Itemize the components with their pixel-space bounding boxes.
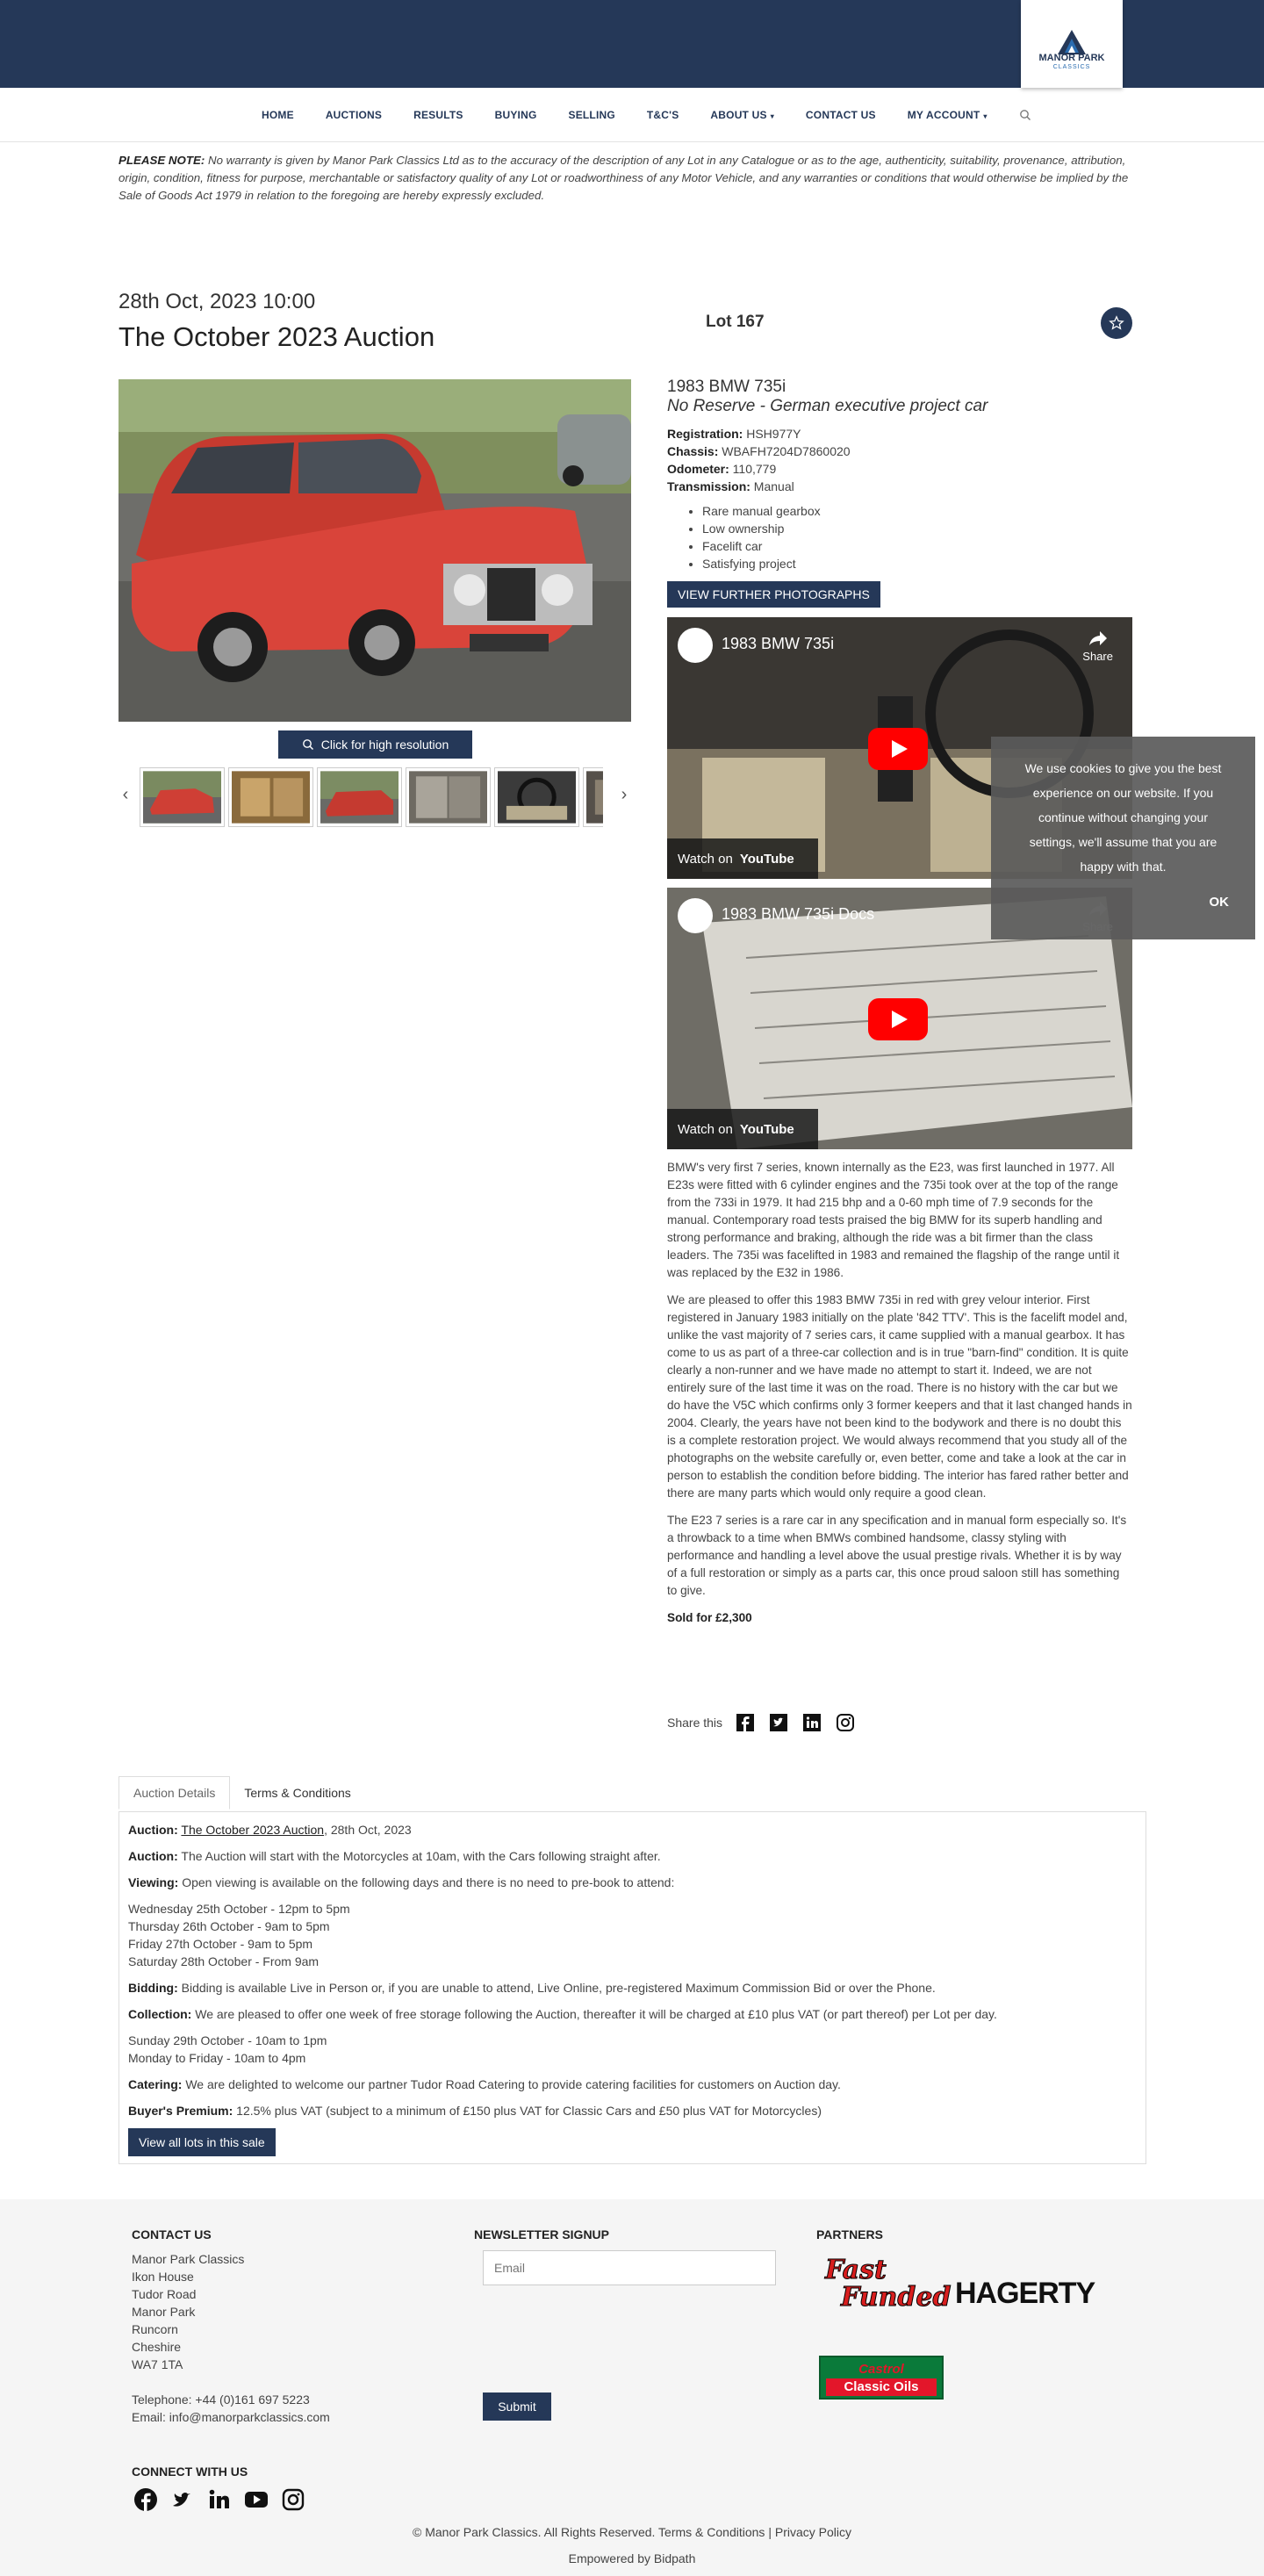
- partner-fast-funded-logo[interactable]: Fast Funded: [825, 2255, 952, 2313]
- bidding-info: Bidding: Bidding is available Live in Person or, if you are unable to attend, Live Online, pre-registered Maximum Commission Bid or over the Phone.: [128, 1981, 936, 1995]
- description-paragraph: We are pleased to offer this 1983 BMW 735i in red with grey velour interior. First registered in January 1983 initially on the plate '842 TTV'. This is the facelift model and, unlike the vast majority of 7 series cars, it came supplied with a manual gearbox. It has come to us as part of a three-car collection and is in true "barn-find" condition. It is quite clearly a non-runner and we have made no attempt to start it. Indeed, we are not entirely sure of the last time it was on the road. There is no history with the car but we do have the V5C which confirms only 3 former keepers and that it last changed hands in 2004. Clearly, the years have not been kind to the bodywork and there is no doubt this is a complete restoration project. We would always recommend that you study all of the photographs on the website carefully or, even better, come and take a look at the car in person to establish the condition before bidding. The interior has fared rather better and there are many parts which would only require a good clean.: [667, 1293, 1132, 1500]
- search-icon: [302, 738, 314, 751]
- share-label: Share this: [667, 1716, 723, 1730]
- nav-tcs[interactable]: T&C'S: [646, 109, 679, 121]
- cookie-text: We use cookies to give you the best experience on our website. If you continue without changing your settings, we'll assume that you are happy with that.: [1024, 761, 1222, 874]
- site-logo[interactable]: [1021, 0, 1123, 88]
- thumbnail[interactable]: [406, 767, 491, 827]
- privacy-link[interactable]: Privacy Policy: [774, 2525, 851, 2539]
- collection-days: [128, 2032, 1137, 2067]
- auction-start-info: Auction: The Auction will start with the Motorcycles at 10am, with the Cars following straight after.: [128, 1849, 661, 1863]
- watchlist-button[interactable]: [1101, 307, 1132, 339]
- nav-contact-us[interactable]: CONTACT US: [805, 109, 876, 121]
- thumbnail[interactable]: [140, 767, 225, 827]
- spec-chassis: Chassis: WBAFH7204D7860020: [667, 444, 851, 458]
- linkedin-icon[interactable]: [801, 1712, 822, 1733]
- lot-title: 1983 BMW 735i: [667, 378, 786, 396]
- view-further-photographs-button[interactable]: VIEW FURTHER PHOTOGRAPHS: [667, 581, 880, 608]
- logo-subtext: CLASSICS: [1052, 64, 1091, 70]
- list-item: Sunday 29th October - 10am to 1pm: [128, 2033, 327, 2047]
- nav-auctions[interactable]: AUCTIONS: [325, 109, 383, 121]
- list-item: • Facelift car: [702, 537, 1132, 555]
- facebook-icon[interactable]: [735, 1712, 756, 1733]
- nav-about-us[interactable]: ABOUT US ▾: [710, 109, 774, 121]
- lot-summary: [667, 378, 1132, 608]
- highlights-list: [702, 502, 1132, 572]
- tab-auction-details[interactable]: Auction Details: [118, 1776, 230, 1810]
- sold-price: Sold for £2,300: [667, 1611, 752, 1624]
- list-item: • Low ownership: [702, 520, 1132, 537]
- viewing-info: Viewing: Open viewing is available on the following days and there is no need to pre-book to attend:: [128, 1875, 675, 1889]
- chevron-down-icon: ▾: [770, 112, 774, 120]
- notice-label: PLEASE NOTE:: [118, 154, 205, 167]
- spec-transmission: Transmission: Manual: [667, 479, 794, 493]
- site-footer: [0, 2199, 1264, 2576]
- nav-buying[interactable]: BUYING: [494, 109, 537, 121]
- footer-contact-heading: CONTACT US: [132, 2227, 212, 2241]
- lot-description: [667, 1159, 1132, 1637]
- watch-on-youtube-button[interactable]: Watch on YouTube: [667, 838, 818, 879]
- list-item: Monday to Friday - 10am to 4pm: [128, 2051, 306, 2065]
- auction-tabs: [118, 1776, 1146, 1810]
- twitter-icon[interactable]: [170, 2487, 195, 2512]
- nav-results[interactable]: RESULTS: [413, 109, 463, 121]
- auction-info: Auction: The October 2023 Auction, 28th Oct, 2023: [128, 1823, 412, 1837]
- high-resolution-button[interactable]: [278, 730, 472, 759]
- watch-on-youtube-button[interactable]: Watch on YouTube: [667, 1109, 818, 1149]
- video-title[interactable]: 1983 BMW 735i Docs: [722, 905, 875, 923]
- car-photo-image: [118, 379, 631, 722]
- play-button[interactable]: [868, 728, 928, 770]
- list-item: Friday 27th October - 9am to 5pm: [128, 1937, 313, 1951]
- lot-number: Lot 167: [706, 313, 765, 331]
- search-icon[interactable]: [1019, 109, 1031, 121]
- list-item: • Rare manual gearbox: [702, 502, 1132, 520]
- buyers-premium-info: Buyer's Premium: 12.5% plus VAT (subject to a minimum of £150 plus VAT for Classic Cars and £50 plus VAT for Motorcycles): [128, 2104, 822, 2118]
- star-icon: [1109, 315, 1124, 331]
- video-title[interactable]: 1983 BMW 735i: [722, 635, 835, 652]
- auction-link[interactable]: The October 2023 Auction: [181, 1823, 325, 1837]
- thumbnail[interactable]: [228, 767, 313, 827]
- nav-selling[interactable]: SELLING: [568, 109, 615, 121]
- spec-registration: Registration: HSH977Y: [667, 427, 801, 441]
- partner-castrol-logo[interactable]: Castrol Classic Oils: [819, 2356, 944, 2400]
- newsletter-email-input[interactable]: [483, 2250, 776, 2285]
- youtube-icon[interactable]: [244, 2487, 269, 2512]
- newsletter-heading: NEWSLETTER SIGNUP: [474, 2227, 610, 2241]
- auction-details-panel: [118, 1811, 1146, 2164]
- high-resolution-label: Click for high resolution: [320, 738, 449, 752]
- main-car-photo[interactable]: [118, 379, 631, 722]
- list-item: Thursday 26th October - 9am to 5pm: [128, 1919, 330, 1933]
- thumbnail[interactable]: [494, 767, 579, 827]
- chevron-down-icon: ▾: [983, 112, 988, 120]
- list-item: • Satisfying project: [702, 555, 1132, 572]
- channel-avatar[interactable]: [678, 898, 713, 933]
- channel-avatar[interactable]: [678, 628, 713, 663]
- copyright-text: © Manor Park Classics. All Rights Reserved.: [413, 2525, 656, 2539]
- auction-title: The October 2023 Auction: [118, 321, 435, 352]
- thumbnail-strip: [118, 767, 631, 829]
- thumbnail[interactable]: [583, 767, 603, 827]
- youtube-logo-icon: YouTube: [739, 1121, 794, 1137]
- terms-link[interactable]: Terms & Conditions: [658, 2525, 765, 2539]
- newsletter-submit-button[interactable]: Submit: [483, 2393, 551, 2421]
- nav-my-account[interactable]: MY ACCOUNT ▾: [907, 109, 988, 121]
- share-bar: [667, 1712, 856, 1733]
- view-all-lots-button[interactable]: View all lots in this sale: [128, 2128, 276, 2156]
- partner-hagerty-logo[interactable]: HAGERTY: [955, 2277, 1095, 2310]
- collection-info: Collection: We are pleased to offer one week of free storage following the Auction, thereafter it will be charged at £10 plus VAT (or part thereof) per Lot per day.: [128, 2007, 997, 2021]
- notice-text: No warranty is given by Manor Park Classics Ltd as to the accuracy of the description of any Lot in any Catalogue or as to the age, authenticity, suitability, provenance, attribution, origin, condition, fitness for purpose, merchantable or satisfactory quality of any Lot or roadworthiness of any Motor Vehicle, and any warranties or conditions that would otherwise be implied by the Sale of Goods Act 1979 in relation to the foregoing are hereby expressly excluded.: [118, 154, 1129, 202]
- catering-info: Catering: We are delighted to welcome our partner Tudor Road Catering to provide catering facilities for customers on Auction day.: [128, 2077, 841, 2091]
- cookie-banner: [991, 737, 1255, 939]
- play-button[interactable]: [868, 998, 928, 1040]
- cookie-ok-button[interactable]: OK: [1209, 895, 1229, 910]
- facebook-icon[interactable]: [133, 2487, 158, 2512]
- empowered-by[interactable]: Empowered by Bidpath: [568, 2551, 696, 2565]
- footer-email[interactable]: Email: info@manorparkclassics.com: [132, 2410, 330, 2424]
- footer-address: Manor Park Classics Ikon House Tudor Road Manor Park Runcorn Cheshire WA7 1TA: [132, 2252, 245, 2371]
- nav-home[interactable]: HOME: [262, 109, 294, 121]
- description-paragraph: The E23 7 series is a rare car in any specification and in manual form especially so. It's a throwback to a time when BMWs combined handsome, classy styling with performance and handling a level above the usual prestige rivals. Whether it is by way of a full restoration or simply as a parts car, this once proud saloon still has something to give.: [667, 1514, 1127, 1597]
- thumbnail[interactable]: [317, 767, 402, 827]
- youtube-logo-icon: YouTube: [739, 851, 794, 867]
- warranty-notice: [118, 152, 1147, 205]
- connect-heading: CONNECT WITH US: [132, 2464, 248, 2479]
- lot-subtitle: No Reserve - German executive project car: [667, 397, 988, 415]
- main-nav: [0, 88, 1264, 142]
- next-thumbnail-button[interactable]: ›: [621, 785, 628, 804]
- share-button[interactable]: Share: [1082, 630, 1113, 663]
- partners-heading: PARTNERS: [816, 2227, 883, 2241]
- instagram-icon[interactable]: [281, 2487, 305, 2512]
- viewing-days: [128, 1900, 1137, 1970]
- footer-social-links: [133, 2487, 305, 2512]
- twitter-icon[interactable]: [768, 1712, 789, 1733]
- description-paragraph: BMW's very first 7 series, known internally as the E23, was first launched in 1977. All E23s were fitted with 6 cylinder engines and the 735i took over at the top of the range from the 733i in 1979. It had 215 bhp and a 0-60 mph time of 7.9 seconds for the manual. Contemporary road tests praised the big BMW for its superb handling and strong performance and braking, although the ride was a bit firmer than the class leaders. The 735i was facelifted in 1983 and remained the flagship of the range until it was replaced by the E32 in 1986.: [667, 1161, 1120, 1279]
- list-item: Wednesday 25th October - 12pm to 5pm: [128, 1902, 350, 1916]
- linkedin-icon[interactable]: [207, 2487, 232, 2512]
- auction-date: 28th Oct, 2023 10:00: [118, 290, 316, 313]
- prev-thumbnail-button[interactable]: ‹: [122, 785, 129, 804]
- tab-terms-conditions[interactable]: Terms & Conditions: [244, 1786, 351, 1800]
- instagram-icon[interactable]: [835, 1712, 856, 1733]
- footer-telephone[interactable]: Telephone: +44 (0)161 697 5223: [132, 2393, 310, 2407]
- list-item: Saturday 28th October - From 9am: [128, 1954, 320, 1968]
- share-icon: [1088, 630, 1109, 647]
- copyright: © Manor Park Classics. All Rights Reserved. Terms & Conditions | Privacy Policy: [413, 2525, 851, 2539]
- spec-odometer: Odometer: 110,779: [667, 462, 777, 476]
- logo-text: MANOR PARK: [1038, 53, 1105, 63]
